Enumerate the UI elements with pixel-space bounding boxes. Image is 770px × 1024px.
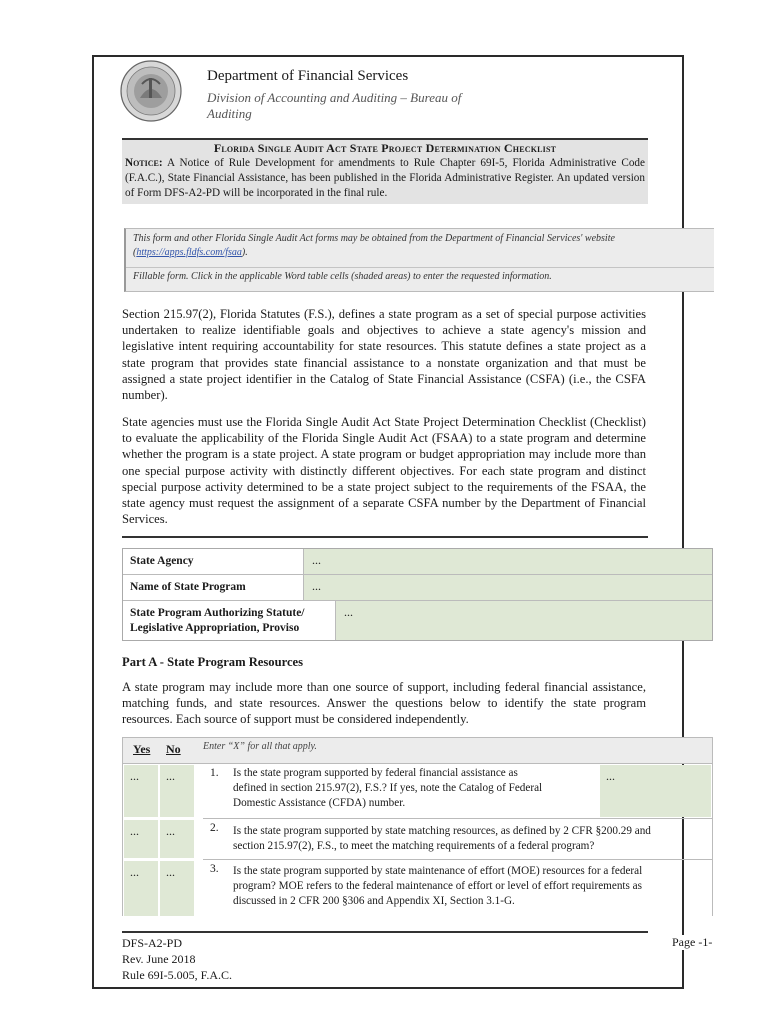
notice-text: A Notice of Rule Development for amendments to Rule Chapter 69I-5, Florida Administrative Code (F.A.C.), State Financial Assistance, has been published in the Florida Administrative Register. An updated version of Form DFS-A2-PD will be incorporated in the final rule. [125, 157, 645, 199]
authorizing-statute-row [123, 601, 712, 640]
enter-x-instruction: Enter “X” for all that apply. [203, 741, 317, 752]
q1-yes-cell[interactable]: ... [124, 765, 158, 817]
q3-text: Is the state program supported by state maintenance of effort (MOE) resources for a federal program? MOE refers to the federal maintenance of effort or level of effort requirements as discussed in 2 CFR 200 §306 and Appendix XI, Section 3.1-G. [233, 865, 643, 907]
program-name-row [123, 575, 712, 601]
q2-yes-cell[interactable]: ... [124, 820, 158, 858]
info-divider [126, 267, 714, 268]
q2-divider [203, 859, 712, 860]
yes-header: Yes [133, 742, 151, 756]
q3-number: 3. [210, 863, 219, 875]
program-name-label: Name of State Program [130, 581, 246, 593]
notice-box [122, 156, 648, 204]
q3-yes-cell[interactable]: ... [124, 861, 158, 916]
rule-reference: Rule 69I-5.005, F.A.C. [122, 968, 233, 982]
department-name: Department of Financial Services [207, 68, 409, 84]
state-agency-row [123, 549, 712, 575]
no-header: No [166, 742, 181, 756]
notice-label: Notice: [125, 157, 163, 169]
info-box [124, 228, 714, 292]
q1-no-cell[interactable]: ... [160, 765, 194, 817]
q3-no-cell[interactable]: ... [160, 861, 194, 916]
revision-date: Rev. June 2018 [122, 952, 196, 966]
state-agency-field[interactable]: ... [303, 549, 712, 574]
florida-seal-icon [120, 60, 182, 122]
form-id: DFS-A2-PD [122, 936, 183, 950]
q2-text: Is the state program supported by state matching resources, as defined by 2 CFR §200.29 and section 215.97(2), F.S., to meet the matching requirements of a federal program? [233, 825, 651, 852]
state-agency-label: State Agency [130, 555, 194, 567]
form-title: Florida Single Audit Act State Project Determination Checklist [122, 138, 648, 156]
q2-number: 2. [210, 822, 219, 834]
page-number: Page -1- [672, 935, 713, 949]
part-a-heading: Part A - State Program Resources [122, 655, 304, 669]
authorizing-statute-field[interactable]: ... [335, 601, 712, 640]
part-a-intro: A state program may include more than one source of support, including federal financial assistance, matching funds, and state resources. Answer the questions below to identify the state program resources. Each source of support must be considered independently. [122, 680, 646, 727]
paragraph-definition: Section 215.97(2), Florida Statutes (F.S.), defines a state program as a set of special purpose activities undertaken to realize identifiable goals and objectives to achieve a state agency's mission and legislative intent requiring accountability for state resources. This statute defines a state project as a state program that provides state financial assistance to a nonstate organization and that must be assigned a state project identifier in the Catalog of State Financial Assistance (CSFA) (i.e., the CSFA number). [122, 307, 646, 403]
info-line-1: This form and other Florida Single Audit Act forms may be obtained from the Department of Financial Services' website (https://apps.fldfs.com/fsaa). [133, 233, 615, 258]
authorizing-statute-label: State Program Authorizing Statute/ Legislative Appropriation, Proviso [130, 606, 305, 634]
q1-divider [203, 818, 712, 819]
fsaa-link[interactable]: https://apps.fldfs.com/fsaa [136, 247, 242, 258]
q2-no-cell[interactable]: ... [160, 820, 194, 858]
q1-cfda-cell[interactable]: ... [600, 765, 711, 817]
q1-text: Is the state program supported by federal financial assistance as defined in section 215.97(2), F.S.? If yes, note the Catalog of Federal Domestic Assistance (CFDA) number. [233, 767, 543, 809]
resources-questions-table [122, 737, 713, 916]
info-line-2: Fillable form. Click in the applicable Word table cells (shaded areas) to enter the requested information. [133, 271, 552, 282]
footer-divider [122, 931, 648, 933]
section-divider [122, 536, 648, 538]
program-name-field[interactable]: ... [303, 575, 712, 600]
division-name: Division of Accounting and Auditing – Bureau of Auditing [207, 90, 462, 121]
q1-number: 1. [210, 767, 219, 779]
questions-header [123, 738, 712, 764]
footer [122, 935, 232, 983]
paragraph-instructions: State agencies must use the Florida Single Audit Act State Project Determination Checklist (Checklist) to evaluate the applicability of the Florida Single Audit Act (FSAA) to a state program and determine whether the program is a state project. A state program or budget appropriation may include more than one special purpose activity with distinctly different objectives. For each state program and distinct special purpose activity determined to be a state project subject to the requirements of the FSAA, the state agency must request the assignment of a separate CSFA number by the Department of Financial Services. [122, 415, 646, 527]
program-info-table [122, 548, 713, 641]
